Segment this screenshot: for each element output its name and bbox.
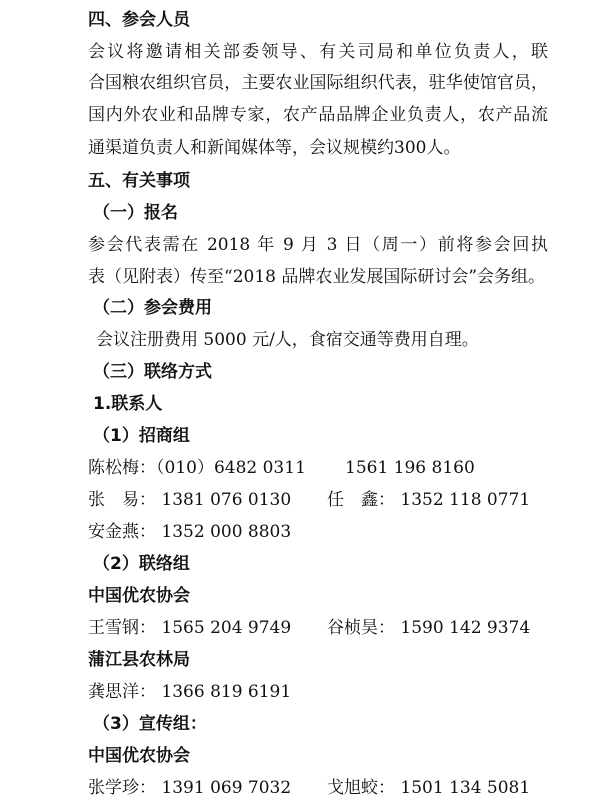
contact-chen-mobile: 1561 196 8160 (345, 458, 475, 478)
contact-an-jinyan: 安金燕： 1352 000 8803 (88, 522, 292, 542)
group-3-org: 中国优农协会 (88, 746, 190, 766)
section-4-para-line-1: 会议将邀请相关部委领导、有关司局和单位负责人，联 (88, 42, 548, 62)
group-2-org-1: 中国优农协会 (88, 586, 190, 606)
section-4-para-line-2: 合国粮农组织官员，主要农业国际组织代表，驻华使馆官员， (88, 73, 548, 93)
registration-para-line-2: 表（见附表）传至“2018 品牌农业发展国际研讨会”会务组。 (88, 267, 546, 287)
contact-ge-xujiao: 戈旭蛟： 1501 134 5081 (327, 778, 531, 798)
registration-para-line-1: 参会代表需在 2018 年 9 月 3 日（周一）前将参会回执 (88, 235, 548, 255)
group-2-org-2: 蒲江县农林局 (88, 650, 190, 670)
contact-zhang-yi: 张 易： 1381 076 0130 (88, 490, 292, 510)
contact-heading: （三）联络方式 (93, 362, 212, 382)
registration-heading: （一）报名 (93, 203, 178, 223)
contact-subheading: 1.联系人 (93, 394, 163, 414)
contact-gong-siyang: 龚思洋： 1366 819 6191 (88, 682, 292, 702)
contact-zhang-xuezhen: 张学珍： 1391 069 7032 (88, 778, 292, 798)
contact-ren-xin: 任 鑫： 1352 118 0771 (327, 490, 531, 510)
fee-text: 会议注册费用 5000 元/人，食宿交通等费用自理。 (96, 330, 479, 350)
section-4-heading: 四、参会人员 (88, 10, 190, 30)
section-4-para-line-3: 国内外农业和品牌专家，农产品品牌企业负责人，农产品流 (88, 105, 548, 125)
section-4-para-line-4: 通渠道负责人和新闻媒体等，会议规模约300人。 (88, 138, 461, 158)
contact-chen: 陈松梅：（010）6482 0311 (88, 458, 306, 478)
contact-gu-zhenhao: 谷桢昊： 1590 142 9374 (327, 618, 531, 638)
group-3-heading: （3）宣传组： (93, 714, 207, 734)
section-5-heading: 五、有关事项 (88, 171, 190, 191)
contact-wang-xuegang: 王雪钢： 1565 204 9749 (88, 618, 292, 638)
group-2-heading: （2）联络组 (93, 554, 190, 574)
fee-heading: （二）参会费用 (93, 298, 212, 318)
group-1-heading: （1）招商组 (93, 426, 190, 446)
